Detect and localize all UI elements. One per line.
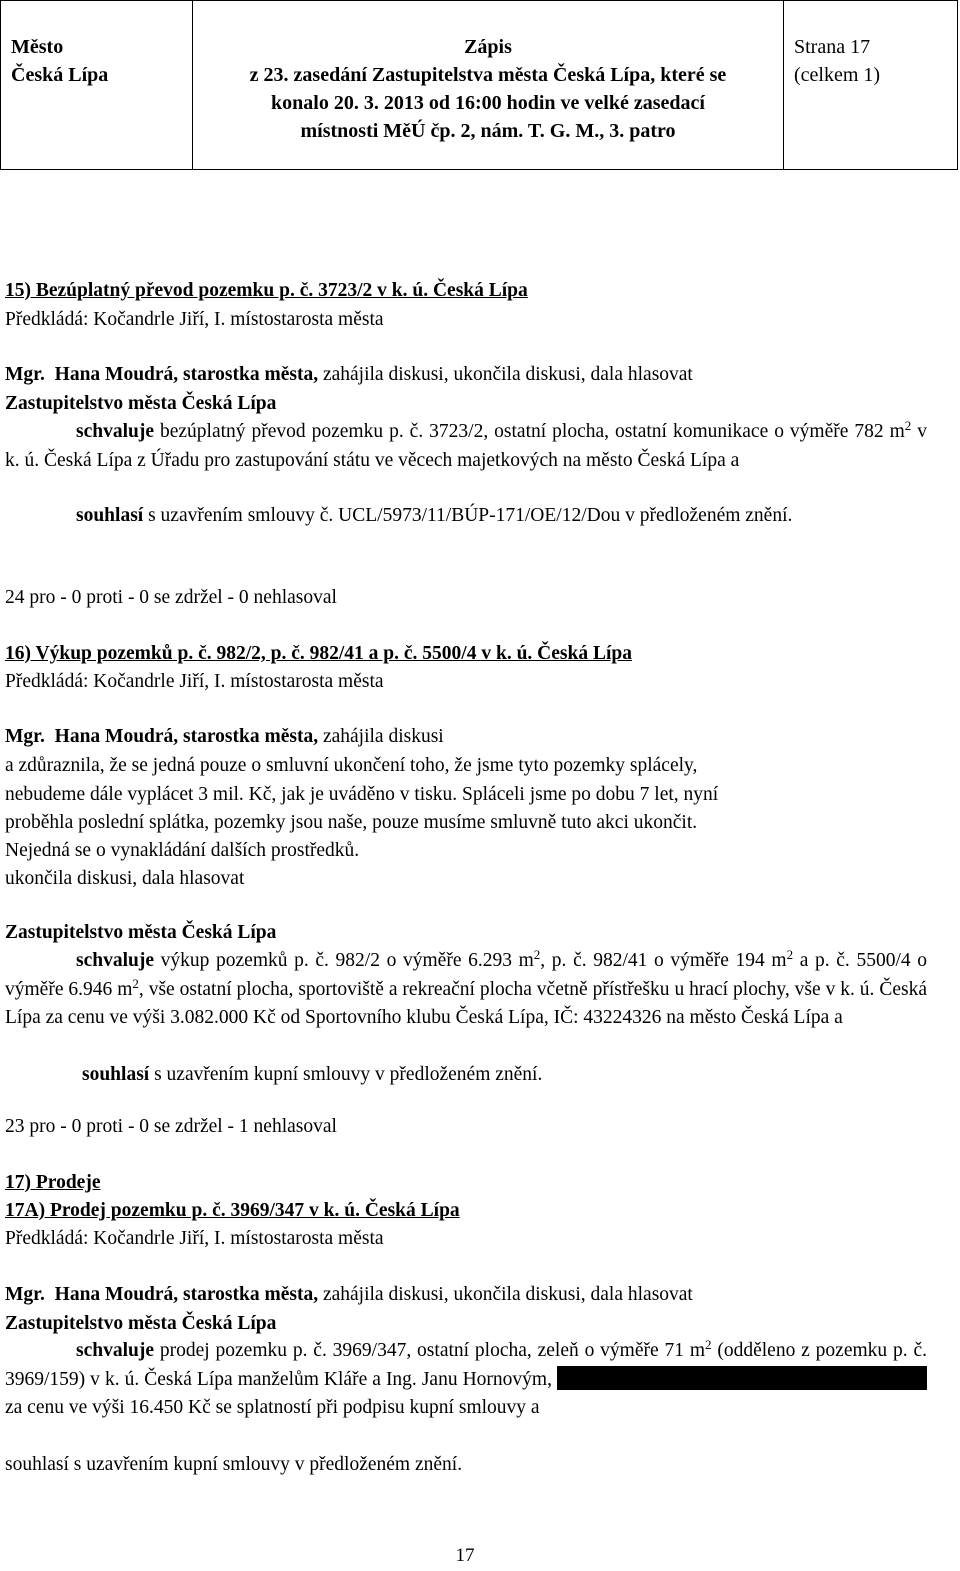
redacted-block [557,1366,927,1390]
chair-title: Mgr. [5,364,45,385]
header-title-line3: konalo 20. 3. 2013 od 16:00 hodin ve velké zasedací [271,92,705,114]
section-15-agreement [5,502,927,531]
agrees-label: souhlasí [76,505,144,526]
section-17a-presenter: Předkládá: Kočandrle Jiří, I. místostarosta města [5,1228,384,1249]
chair-title: Mgr. [5,1284,45,1305]
header-title-cell [193,1,784,170]
discussion-line-4: Nejedná se o vynakládání dalších prostředků. [5,840,360,861]
section-15-resolution [5,418,927,475]
superscript: 2 [904,418,912,433]
chair-action: zahájila diskusi [318,726,444,747]
section-16-chair-line [5,724,444,750]
chair-action: zahájila diskusi, ukončila diskusi, dala hlasovat [318,1284,693,1305]
resolution-text-cont: v k. ú. Česká Lípa z Úřadu pro zastupování státu ve věcech majetkových na město Česká Lípa a [5,421,928,471]
header-city-cell [1,1,193,170]
page-number: 17 [455,1545,475,1566]
section-16-agreement [5,1061,927,1090]
approves-label: schvaluje [76,1340,154,1361]
header-page-total: (celkem 1) [794,64,881,86]
section-17a-chair-line [5,1282,693,1308]
discussion-line-1: a zdůraznila, že se jedná pouze o smluvní ukončení toho, že jsme tyto pozemky splácely, [5,755,698,776]
header-city-line2: Česká Lípa [11,64,109,86]
superscript: 2 [705,1337,712,1352]
resolution-text: prodej pozemku p. č. 3969/347, ostatní plocha, zeleň o výměře 71 m [154,1340,705,1361]
resolution-text-cont: (odděleno z pozemku p. č. 3969/159) v k. ú. Česká Lípa manželům Kláře a Ing. Janu Hornovým, [5,1340,927,1390]
section-15-council: Zastupitelstvo města Česká Lípa [5,393,277,414]
section-16-vote: 23 pro - 0 proti - 0 se zdržel - 1 nehlasoval [5,1116,337,1137]
discussion-line-5: ukončila diskusi, dala hlasovat [5,868,245,889]
header-title-line2: z 23. zasedání Zastupitelstva města Česká Lípa, které se [249,64,727,86]
resolution-text: bezúplatný převod pozemku p. č. 3723/2, ostatní plocha, ostatní komunikace o výměře 782 m [154,421,905,442]
resolution-text-cont: a p. č. 5500/4 o výměře 6.946 m [5,950,927,1000]
superscript: 2 [533,947,541,962]
chair-name: Hana Moudrá, starostka města, [54,364,319,385]
resolution-text-cont: za cenu ve výši 16.450 Kč se splatností při podpisu kupní smlouvy a [5,1397,540,1418]
header-city-line1: Město [11,36,64,58]
section-17a-agreement: souhlasí s uzavřením kupní smlouvy v předloženém znění. [5,1454,463,1475]
header-table [0,0,958,170]
resolution-text: výkup pozemků p. č. 982/2 o výměře 6.293 m [154,950,534,971]
superscript: 2 [786,947,794,962]
section-17a-heading: 17A) Prodej pozemku p. č. 3969/347 v k. ú. Česká Lípa [5,1200,460,1221]
section-16-presenter: Předkládá: Kočandrle Jiří, I. místostarosta města [5,671,384,692]
header-title-line4: místnosti MěÚ čp. 2, nám. T. G. M., 3. patro [300,120,676,142]
approves-label: schvaluje [76,421,154,442]
discussion-line-3: proběhla poslední splátka, pozemky jsou naše, pouze musíme smluvně tuto akci ukončit. [5,812,698,833]
section-15-heading: 15) Bezúplatný převod pozemku p. č. 3723/2 v k. ú. Česká Lípa [5,280,528,301]
resolution-text-cont: , p. č. 982/41 o výměře 194 m [540,950,787,971]
superscript: 2 [132,975,139,991]
chair-action: zahájila diskusi, ukončila diskusi, dala hlasovat [318,364,693,385]
chair-name: Hana Moudrá, starostka města, [54,726,319,747]
document-header [0,0,960,172]
header-page-cell [784,1,958,170]
chair-name: Hana Moudrá, starostka města, [54,1284,319,1305]
agreement-text: s uzavřením kupní smlouvy v předloženém znění. [149,1064,543,1085]
section-16-council: Zastupitelstvo města Česká Lípa [5,922,277,943]
section-16-heading: 16) Výkup pozemků p. č. 982/2, p. č. 982/41 a p. č. 5500/4 v k. ú. Česká Lípa [5,643,632,664]
header-page-number: Strana 17 [794,36,871,58]
section-17a-resolution [5,1337,927,1423]
discussion-line-2: nebudeme dále vyplácet 3 mil. Kč, jak je uváděno v tisku. Spláceli jsme po dobu 7 let, nyní [5,784,719,805]
approves-label: schvaluje [76,950,154,971]
chair-title: Mgr. [5,726,45,747]
header-title: Zápis [464,36,512,58]
section-15-chair-line [5,362,693,388]
agrees-label: souhlasí [82,1064,150,1085]
section-15-vote: 24 pro - 0 proti - 0 se zdržel - 0 nehlasoval [5,587,337,608]
section-17a-council: Zastupitelstvo města Česká Lípa [5,1313,277,1334]
section-15-presenter: Předkládá: Kočandrle Jiří, I. místostarosta města [5,309,384,330]
resolution-text-cont: , vše ostatní plocha, sportoviště a rekreační plocha včetně přístřešku u hrací plochy, vše v k. ú. Česká Lípa za cenu ve výši 3.082.000 Kč od Sportovního klubu Česká Lípa, IČ: 43224326 na město Česká Lípa a [5,978,928,1028]
section-17-heading: 17) Prodeje [5,1172,101,1193]
agreement-text: s uzavřením smlouvy č. UCL/5973/11/BÚP-171/OE/12/Dou v předloženém znění. [143,505,793,526]
section-16-resolution [5,947,927,1033]
